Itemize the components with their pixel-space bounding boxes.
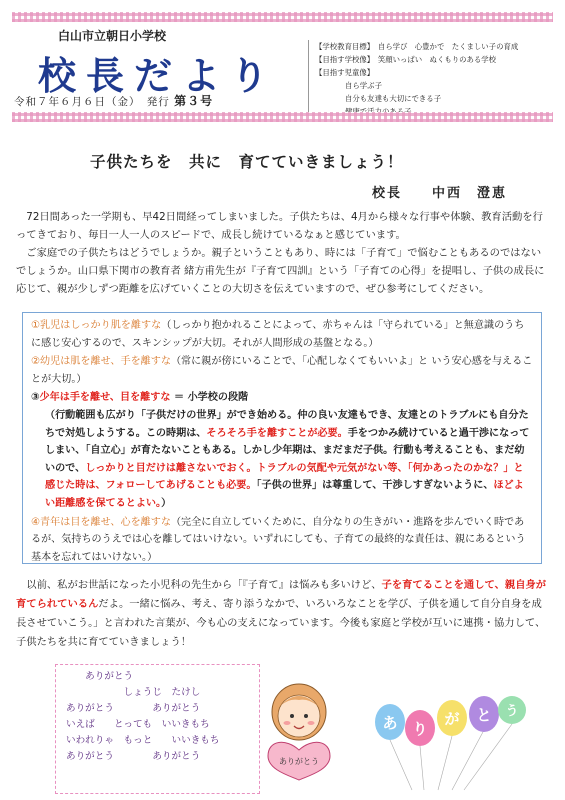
rule-3-text-2: 手をつかみ続けていると過干渉になってしまい、「自立心」が育たないこともある。しかし少年期は、まだまだ子供。行動も考えることも、まだ幼いので、	[45, 427, 530, 474]
poem-line: いえば とっても いいきもち	[66, 719, 210, 730]
parenting-rules-box	[22, 312, 542, 564]
rule-3-emphasis-3: ほどよい距離感を保てるとよい。	[45, 480, 524, 509]
balloon-char: が	[444, 710, 460, 728]
poem-title: ありがとう	[66, 671, 134, 682]
balloon-char: り	[412, 720, 428, 738]
balloons-illustration	[372, 696, 532, 792]
rule-4-body: （完全に自立していくために、自分なりの生きがい・進路を歩んでいく時であるが、気持ちのうえでは心を離してはいけない。いずれにしても、子育ての最終的な責任は、親にあるという基本を忘れてはいけない。）	[31, 516, 526, 563]
top-check-band	[12, 12, 553, 22]
poem-line: いわれりゃ もっと いいきもち	[66, 735, 220, 746]
rule-2-heading: ②幼児は肌を離せ、手を離すな	[31, 356, 171, 368]
rule-3-body	[31, 407, 533, 513]
goal-school: 【目指す学校像】 笑顔いっぱい ぬくもりのある学校	[315, 55, 497, 64]
heart-label: ありがとう	[279, 757, 319, 766]
rule-4	[31, 514, 533, 567]
goal-education: 【学校教育目標】 自ら学び 心豊かで たくましい子の育成	[315, 42, 519, 51]
rule-4-heading: ④青年は目を離せ、心を離すな	[31, 516, 171, 528]
balloon-char: あ	[382, 714, 398, 732]
rule-1-heading: ①乳児はしっかり肌を離すな	[31, 320, 162, 331]
issue-line	[14, 92, 213, 109]
poem-line: ありがとう ありがとう	[66, 751, 201, 762]
paragraph-1: 72日間あった一学期も、早42日間経ってしまいました。子供たちは、4月から様々な行事や体験、教育活動を行ってきており、毎日一人一人のスピードで、成長し続けているなぁと感じています。	[16, 211, 543, 241]
newsletter-title: 校長だより	[38, 53, 279, 98]
rule-3-emphasis-1: そろそろ手を離すことが必要。	[206, 427, 348, 439]
poem-line: ありがとう ありがとう	[66, 703, 201, 714]
rule-3-heading: 少年は手を離せ、目を離すな	[39, 392, 171, 404]
article-headline: 子供たちを 共に 育てていきましょう！	[90, 153, 404, 171]
rule-3-tail: ＝ 小学校の段階	[173, 392, 249, 404]
issue-number: 第３号	[174, 94, 214, 108]
closing-paragraph	[16, 576, 548, 652]
rule-3-text-3: 「子供の世界」は尊重して、干渉しすぎないように、	[256, 480, 494, 492]
rule-3	[31, 389, 533, 512]
balloon-char: う	[505, 704, 519, 719]
goal-child-2: 自分も友達も大切にできる子	[345, 94, 442, 103]
rule-3-number: ③	[31, 392, 40, 404]
rule-3-emphasis-2: しっかりと目だけは離さないでおく。トラブルの気配や元気がない等、「何かあったのかな？」と感じた時は、フォローしてあげることも必要。	[45, 462, 524, 492]
goal-child-heading: 【目指す児童像】	[315, 68, 375, 77]
rule-1	[31, 317, 533, 352]
poem-box	[55, 664, 260, 794]
paragraph-2: ご家庭での子供たちはどうでしょうか。親子ということもあり、時には「子育て」で悩むこともあるのではないでしょうか。山口県下関市の教育者 緒方甫先生が『子育て四訓』という「子育ての心得」を提唱し、子供の成長に応じて、親が少しずつ距離を広げていくことの大切さを伝えていますので、ぜひ参考にしてください。	[16, 247, 545, 295]
rule-3-text-4: ）	[161, 497, 172, 509]
rule-1-body: （しっかり抱かれることによって、赤ちゃんは「守られている」と無意識のうちに感じ安心するので、スキンシップが大切。それが人間形成の基盤となる。）	[31, 320, 525, 349]
closing-text-1: 以前、私がお世話になった小児科の先生から「『子育て』は悩みも多いけど、	[16, 579, 382, 591]
closing-text-2: だよ。一緒に悩み、考え、寄り添うなかで、いろいろなことを学び、子供を通して自分自身を成長させていこう。」と言われた言葉が、今も心の支えになっています。今後も家庭と学校が互いに連携・協力して、子供たちを共に育てていきましょう！	[16, 598, 546, 648]
goal-child-1: 自ら学ぶ子	[345, 81, 382, 90]
school-name: 白山市立朝日小学校	[58, 29, 167, 43]
rule-2	[31, 353, 533, 388]
school-goals	[308, 40, 556, 112]
closing-emphasis: 子を育てることを通して、親自身が育てられているん	[16, 579, 547, 610]
bottom-check-band	[12, 112, 553, 122]
poem-author: しょうじ たけし	[66, 687, 201, 698]
girl-with-heart-illustration	[256, 676, 342, 782]
rule-3-text-1: （行動範囲も広がり「子供だけの世界」ができ始める。仲の良い友達もでき、友達とのトラブルにも自分たちで対処しようする。この時期は、	[45, 409, 529, 439]
issue-date: 令和７年６月６日（金） 発行	[14, 96, 170, 108]
rule-2-body: （常に親が傍にいることで、「心配しなくてもいいよ」と いう安心感を与えることが大切。）	[31, 356, 533, 385]
article-author: 校長 中西 澄恵	[372, 186, 508, 201]
balloon-char: と	[476, 706, 492, 724]
